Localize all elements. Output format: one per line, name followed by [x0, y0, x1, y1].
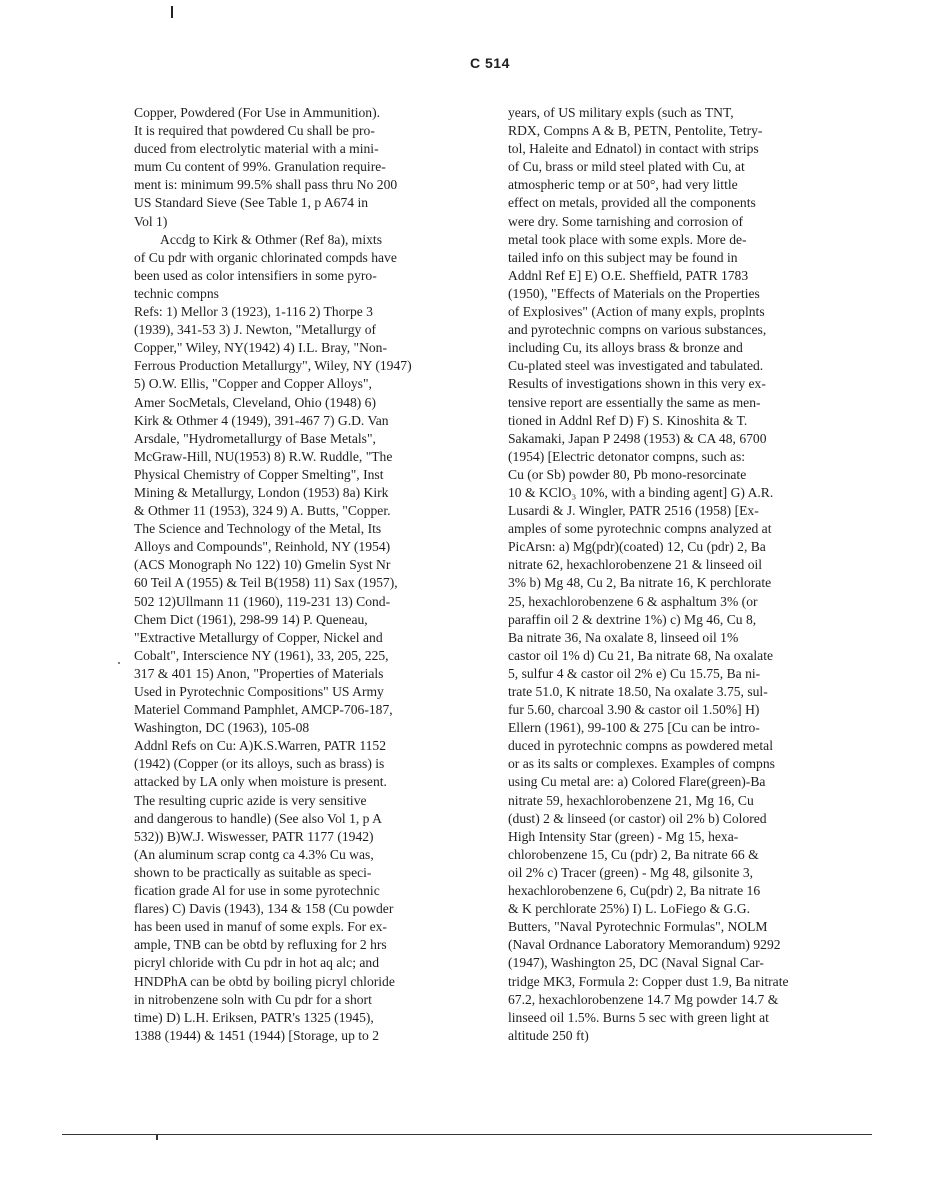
text-line: Accdg to Kirk & Othmer (Ref 8a), mixts: [160, 231, 382, 247]
text-line: hexachlorobenzene 6, Cu(pdr) 2, Ba nitrate 16: [508, 883, 761, 899]
text-line: tol, Haleite and Ednatol) in contact with strips: [508, 141, 759, 157]
text-line: of Cu pdr with organic chlorinated compds have: [134, 249, 397, 265]
text-line: tioned in Addnl Ref D) F) S. Kinoshita & T.: [508, 412, 748, 428]
text-line: flares) C) Davis (1943), 134 & 158 (Cu powder: [134, 901, 394, 917]
text-line: Addnl Ref E] E) O.E. Sheffield, PATR 1783: [508, 267, 749, 283]
text-line: oil 2% c) Tracer (green) - Mg 48, gilsonite 3,: [508, 864, 754, 880]
text-line: 60 Teil A (1955) & Teil B(1958) 11) Sax (1957),: [134, 575, 398, 591]
text-line: Kirk & Othmer 4 (1949), 391-467 7) G.D. Van: [134, 412, 389, 428]
text-line: ment is: minimum 99.5% shall pass thru No 200: [134, 177, 398, 193]
text-line: using Cu metal are: a) Colored Flare(green)-Ba: [508, 774, 766, 790]
text-line: Vol 1): [134, 213, 168, 229]
text-line: Results of investigations shown in this very ex-: [508, 376, 766, 392]
text-line: The Science and Technology of the Metal, Its: [134, 521, 382, 537]
text-line: including Cu, its alloys brass & bronze and: [508, 340, 743, 356]
text-line: tailed info on this subject may be found in: [508, 249, 738, 265]
text-line: 5, sulfur 4 & castor oil 2% e) Cu 15.75, Ba ni-: [508, 665, 761, 681]
text-line: Refs: 1) Mellor 3 (1923), 1-116 2) Thorpe 3: [134, 304, 373, 320]
text-line: Ellern (1961), 99-100 & 275 [Cu can be intro-: [508, 720, 760, 736]
text-line: in nitrobenzene soln with Cu pdr for a short: [134, 991, 372, 1007]
text-line: 502 12)Ullmann 11 (1960), 119-231 13) Cond-: [134, 593, 391, 609]
text-line: Used in Pyrotechnic Compositions" US Army: [134, 684, 384, 699]
text-line: of Explosives" (Action of many expls, proplnts: [508, 304, 765, 320]
text-line: (1942) (Copper (or its alloys, such as brass) is: [134, 756, 385, 772]
text-line: It is required that powdered Cu shall be pro-: [134, 123, 375, 139]
text-line: US Standard Sieve (See Table 1, p A674 in: [134, 195, 369, 211]
text-line: fur 5.60, charcoal 3.90 & castor oil 1.50%] H): [508, 702, 760, 718]
text-line: Ferrous Production Metallurgy", Wiley, NY (1947): [134, 358, 412, 374]
text-line: Copper, Powdered (For Use in Ammunition).: [134, 105, 381, 120]
text-line: trate 51.0, K nitrate 18.50, Na oxalate 3.75, sul-: [508, 684, 768, 699]
text-line: attacked by LA only when moisture is present.: [134, 774, 387, 790]
text-line: Cu (or Sb) powder 80, Pb mono-resorcinate: [508, 466, 747, 482]
text-line: (ACS Monograph No 122) 10) Gmelin Syst Nr: [134, 557, 391, 573]
text-line: McGraw-Hill, NU(1953) 8) R.W. Ruddle, "The: [134, 448, 393, 464]
margin-dot: [118, 662, 120, 664]
text-line: mum Cu content of 99%. Granulation require-: [134, 159, 386, 175]
text-line: (dust) 2 & linseed (or castor) oil 2% b) Colored: [508, 810, 767, 826]
text-line: effect on metals, provided all the components: [508, 195, 756, 211]
text-line: RDX, Compns A & B, PETN, Pentolite, Tetry-: [508, 123, 763, 139]
left-column: [134, 104, 464, 1045]
text-line: 317 & 401 15) Anon, "Properties of Materials: [134, 665, 384, 681]
text-line: Copper," Wiley, NY(1942) 4) I.L. Bray, "Non-: [134, 340, 388, 356]
text-line: Cobalt", Interscience NY (1961), 33, 205, 225,: [134, 647, 389, 663]
text-line: The resulting cupric azide is very sensitive: [134, 792, 367, 808]
text-line: technic compns: [134, 285, 219, 301]
text-line: HNDPhA can be obtd by boiling picryl chloride: [134, 973, 395, 989]
text-line: Sakamaki, Japan P 2498 (1953) & CA 48, 6700: [508, 430, 767, 446]
text-line: (1954) [Electric detonator compns, such as:: [508, 448, 746, 464]
text-line: atmospheric temp or at 50°, had very little: [508, 177, 738, 193]
text-line: Amer SocMetals, Cleveland, Ohio (1948) 6): [134, 394, 376, 410]
text-line: (1947), Washington 25, DC (Naval Signal Car-: [508, 955, 764, 971]
text-line: metal took place with some expls. More de-: [508, 231, 747, 247]
text-line: picryl chloride with Cu pdr in hot aq alc; and: [134, 955, 380, 971]
text-line: has been used in manuf of some expls. For ex-: [134, 919, 387, 935]
text-line: Mining & Metallurgy, London (1953) 8a) Kirk: [134, 484, 389, 500]
text-line: been used as color intensifiers in some pyro-: [134, 267, 377, 283]
text-line: 25, hexachlorobenzene 6 & asphaltum 3% (or: [508, 593, 758, 609]
text-line: and pyrotechnic compns on various substances,: [508, 322, 767, 338]
margin-mark: [171, 6, 173, 18]
text-line: nitrate 59, hexachlorobenzene 21, Mg 16, Cu: [508, 792, 754, 808]
text-line: Materiel Command Pamphlet, AMCP-706-187,: [134, 702, 393, 718]
text-line: fication grade Al for use in some pyrotechnic: [134, 883, 380, 899]
text-line: Addnl Refs on Cu: A)K.S.Warren, PATR 1152: [134, 738, 387, 754]
text-line: Physical Chemistry of Copper Smelting", Inst: [134, 466, 384, 482]
text-line: and dangerous to handle) (See also Vol 1, p A: [134, 810, 382, 826]
text-line: 5) O.W. Ellis, "Copper and Copper Alloys",: [134, 376, 372, 392]
text-line: 67.2, hexachlorobenzene 14.7 Mg powder 14.7 &: [508, 991, 779, 1007]
text-line: ample, TNB can be obtd by refluxing for 2 hrs: [134, 937, 387, 953]
text-line: of Cu, brass or mild steel plated with Cu, at: [508, 159, 745, 175]
text-line: 3% b) Mg 48, Cu 2, Ba nitrate 16, K perchlorate: [508, 575, 772, 591]
bottom-rule: [62, 1134, 872, 1135]
text-line: shown to be practically as suitable as speci-: [134, 864, 372, 880]
text-line: time) D) L.H. Eriksen, PATR's 1325 (1945),: [134, 1009, 374, 1025]
text-line: High Intensity Star (green) - Mg 15, hexa-: [508, 828, 739, 844]
text-line: Arsdale, "Hydrometallurgy of Base Metals",: [134, 430, 376, 446]
text-line: Butters, "Naval Pyrotechnic Formulas", NOLM: [508, 919, 768, 935]
text-line: duced in pyrotechnic compns as powdered metal: [508, 738, 773, 754]
text-line: (Naval Ordnance Laboratory Memorandum) 9292: [508, 937, 781, 953]
text-line: & Othmer 11 (1953), 324 9) A. Butts, "Copper.: [134, 503, 391, 519]
text-line: & K perchlorate 25%) I) L. LoFiego & G.G.: [508, 901, 750, 917]
text-line: chlorobenzene 15, Cu (pdr) 2, Ba nitrate 66 &: [508, 846, 759, 862]
text-line: Ba nitrate 36, Na oxalate 8, linseed oil 1%: [508, 629, 739, 645]
text-line: linseed oil 1.5%. Burns 5 sec with green light at: [508, 1009, 769, 1025]
text-line: (1939), 341-53 3) J. Newton, "Metallurgy of: [134, 322, 377, 338]
right-column: [508, 104, 853, 1045]
text-line: (An aluminum scrap contg ca 4.3% Cu was,: [134, 846, 374, 862]
text-line: were dry. Some tarnishing and corrosion of: [508, 213, 744, 229]
text-line: 1388 (1944) & 1451 (1944) [Storage, up to 2: [134, 1027, 380, 1043]
text-line: tridge MK3, Formula 2: Copper dust 1.9, Ba nitrate: [508, 973, 789, 989]
text-line: duced from electrolytic material with a mini-: [134, 141, 379, 157]
text-line: (1950), "Effects of Materials on the Properties: [508, 285, 760, 301]
text-line: Alloys and Compounds", Reinhold, NY (1954): [134, 539, 391, 555]
text-line: or as its salts or complexes. Examples of compns: [508, 756, 775, 772]
text-line: castor oil 1% d) Cu 21, Ba nitrate 68, Na oxalate: [508, 647, 774, 663]
text-line: amples of some pyrotechnic compns analyzed at: [508, 521, 772, 537]
text-line: 532)) B)W.J. Wiswesser, PATR 1177 (1942): [134, 828, 374, 844]
bottom-rule-tick: [156, 1134, 158, 1140]
text-line: Cu-plated steel was investigated and tabulated.: [508, 358, 764, 374]
text-line: PicArsn: a) Mg(pdr)(coated) 12, Cu (pdr) 2, Ba: [508, 539, 766, 555]
text-line: tensive report are essentially the same as men-: [508, 394, 761, 410]
text-line: 10 & KClO₃ 10%, with a binding agent] G) A.R.: [508, 484, 774, 500]
text-line: nitrate 62, hexachlorobenzene 21 & linseed oil: [508, 557, 763, 573]
text-line: Chem Dict (1961), 298-99 14) P. Queneau,: [134, 611, 368, 627]
page-number: C 514: [470, 55, 510, 71]
text-line: Washington, DC (1963), 105-08: [134, 720, 310, 736]
text-line: altitude 250 ft): [508, 1027, 589, 1043]
text-line: Lusardi & J. Wingler, PATR 2516 (1958) [Ex-: [508, 503, 759, 519]
text-line: "Extractive Metallurgy of Copper, Nickel and: [134, 629, 383, 645]
text-line: years, of US military expls (such as TNT,: [508, 105, 734, 120]
text-line: paraffin oil 2 & dextrine 1%) c) Mg 46, Cu 8,: [508, 611, 757, 627]
